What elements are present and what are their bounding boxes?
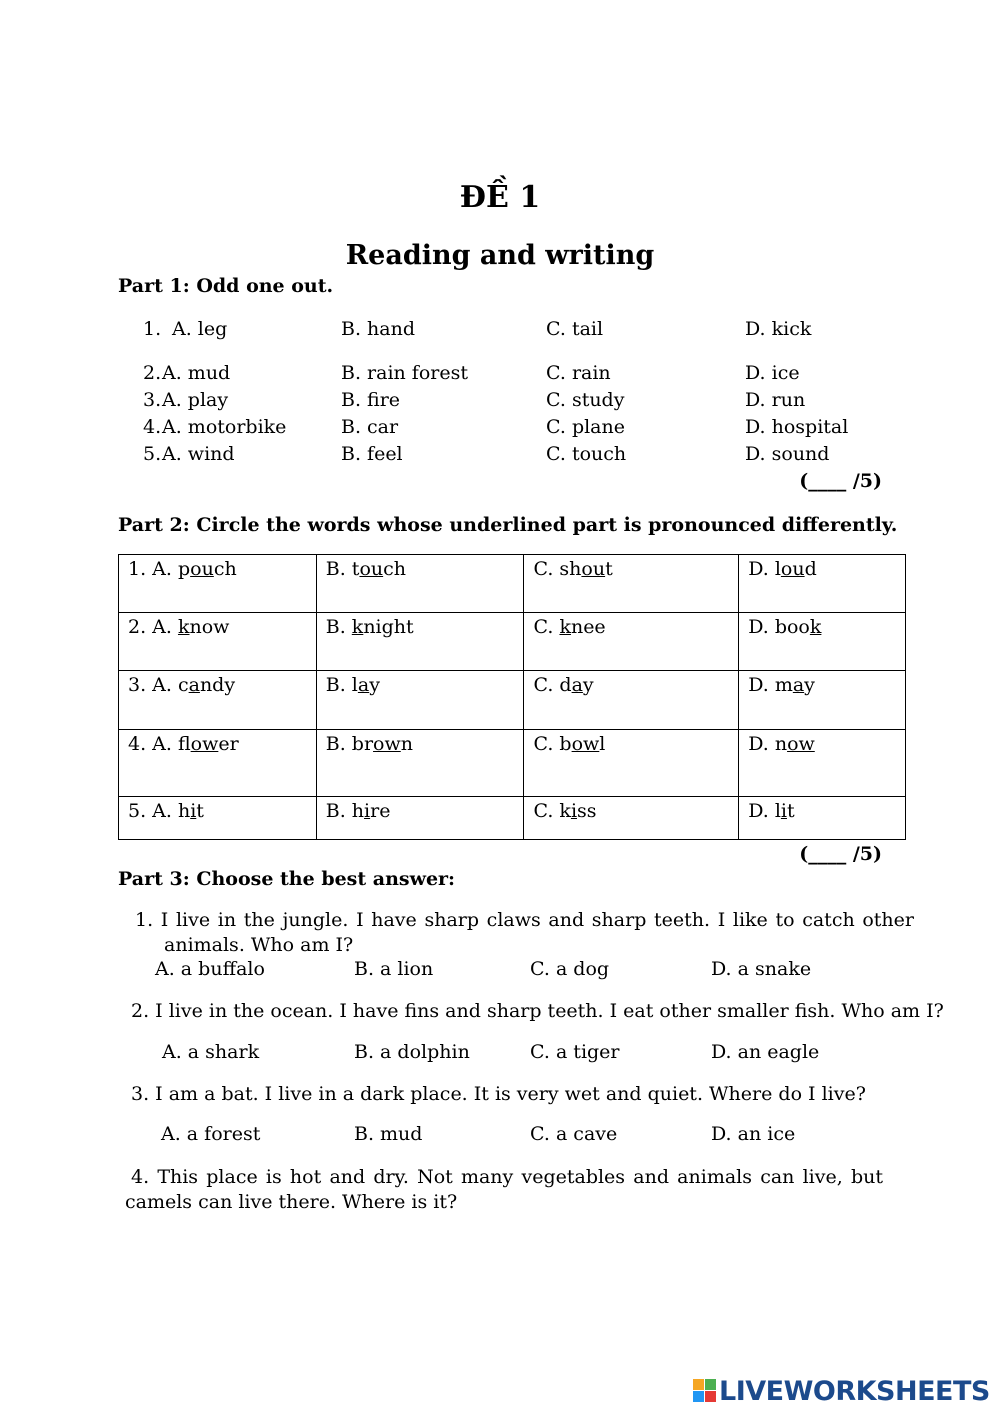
answer-options — [0, 1041, 1000, 1067]
option-c: C. study — [546, 389, 625, 411]
table-cell: D. may — [739, 671, 906, 730]
table-cell: B. brown — [316, 730, 524, 797]
section-title: Reading and writing — [345, 240, 655, 271]
table-cell: C. day — [524, 671, 739, 730]
option-c: C. plane — [546, 416, 625, 438]
part1-heading: Part 1: Odd one out. — [118, 275, 334, 297]
option-c: C. a dog — [530, 958, 610, 980]
table-cell: B. lay — [316, 671, 524, 730]
option-d: D. sound — [745, 443, 830, 465]
pronunciation-table — [118, 554, 906, 840]
option-b: B. car — [341, 416, 399, 438]
table-cell: D. lit — [739, 797, 906, 840]
table-row — [119, 671, 906, 730]
part1-item — [0, 318, 1000, 346]
part2-heading: Part 2: Circle the words whose underlined part is pronounced differently. — [118, 514, 898, 536]
question-text: 4. This place is hot and dry. Not many vegetables and animals can live, but camels can live there. Where is it? — [125, 1166, 883, 1213]
table-cell: C. knee — [524, 613, 739, 671]
table-row — [119, 555, 906, 613]
option-d: D. ice — [745, 362, 800, 384]
logo-icon — [693, 1379, 717, 1403]
table-cell: 3. A. candy — [119, 671, 317, 730]
table-cell: B. touch — [316, 555, 524, 613]
table-cell: 1. A. pouch — [119, 555, 317, 613]
option-b: B. feel — [341, 443, 403, 465]
option-d: D. hospital — [745, 416, 849, 438]
option-c: C. rain — [546, 362, 611, 384]
part1-item — [0, 443, 1000, 471]
option-a: A. motorbike — [162, 416, 287, 438]
table-row — [119, 797, 906, 840]
table-cell: C. bowl — [524, 730, 739, 797]
option-b: B. rain forest — [341, 362, 468, 384]
exam-title: ĐỀ 1 — [459, 180, 541, 215]
option-d: D. run — [745, 389, 806, 411]
option-a: A. a buffalo — [155, 958, 265, 980]
item-number: 4. — [143, 416, 162, 438]
option-d: D. kick — [745, 318, 812, 340]
table-cell: C. kiss — [524, 797, 739, 840]
table-cell: D. now — [739, 730, 906, 797]
table-cell: 4. A. flower — [119, 730, 317, 797]
question-text: 2. I live in the ocean. I have fins and sharp teeth. I eat other smaller fish. Who am I? — [131, 1000, 944, 1022]
option-b: B. a lion — [354, 958, 434, 980]
item-number: 3. — [143, 389, 162, 411]
brand-text: LIVEWORKSHEETS — [719, 1375, 990, 1407]
part2-score: (____ /5) — [799, 843, 882, 865]
option-a: A. a shark — [162, 1041, 260, 1063]
option-c: C. a cave — [530, 1123, 618, 1145]
part1-item — [0, 362, 1000, 390]
item-number: 1. — [143, 318, 162, 340]
option-b: B. hand — [341, 318, 416, 340]
option-b: B. fire — [341, 389, 401, 411]
question-text: 3. I am a bat. I live in a dark place. It is very wet and quiet. Where do I live? — [131, 1083, 866, 1105]
option-d: D. an eagle — [711, 1041, 820, 1063]
option-a: A. play — [162, 389, 229, 411]
option-c: C. tail — [546, 318, 604, 340]
table-cell: 2. A. know — [119, 613, 317, 671]
answer-options — [0, 958, 1000, 984]
table-cell: 5. A. hit — [119, 797, 317, 840]
table-cell: C. shout — [524, 555, 739, 613]
option-d: D. a snake — [711, 958, 812, 980]
table-cell: B. hire — [316, 797, 524, 840]
part1-item — [0, 416, 1000, 444]
table-row — [119, 613, 906, 671]
part1-score: (____ /5) — [799, 470, 882, 492]
table-cell: D. loud — [739, 555, 906, 613]
option-d: D. an ice — [711, 1123, 796, 1145]
option-c: C. a tiger — [530, 1041, 620, 1063]
option-a: A. a forest — [161, 1123, 261, 1145]
liveworksheets-logo — [693, 1375, 990, 1407]
option-a: A. leg — [172, 318, 228, 340]
table-cell: D. book — [739, 613, 906, 671]
item-number: 2. — [143, 362, 162, 384]
option-a: A. mud — [162, 362, 231, 384]
part3-heading: Part 3: Choose the best answer: — [118, 868, 456, 890]
option-b: B. mud — [354, 1123, 423, 1145]
table-cell: B. knight — [316, 613, 524, 671]
item-number: 5. — [143, 443, 162, 465]
part1-item — [0, 389, 1000, 417]
option-a: A. wind — [162, 443, 235, 465]
question-text: 1. I live in the jungle. I have sharp claws and sharp teeth. I like to catch other animals. Who am I? — [135, 909, 914, 956]
option-c: C. touch — [546, 443, 627, 465]
table-row — [119, 730, 906, 797]
answer-options — [0, 1123, 1000, 1149]
option-b: B. a dolphin — [354, 1041, 470, 1063]
